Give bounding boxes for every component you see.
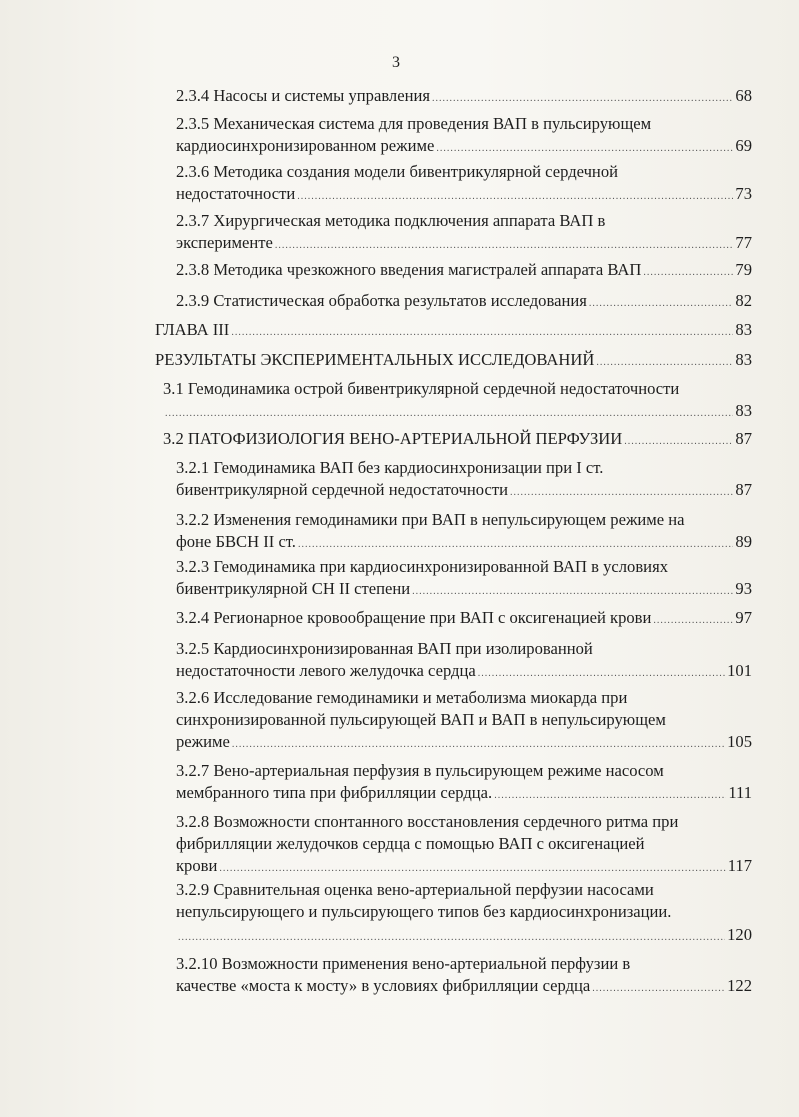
toc-entry-line xyxy=(163,428,752,450)
toc-page-number: 87 xyxy=(735,480,752,499)
toc-entry-text: 3.2.9 Сравнительная оценка вено-артериальной перфузии насосами xyxy=(176,880,654,899)
toc-entry-text: 3.2.8 Возможности спонтанного восстановления сердечного ритма при xyxy=(176,812,679,831)
dot-leader xyxy=(643,262,733,284)
toc-entry-text: фибрилляции желудочков сердца с помощью ВАП с оксигенацией xyxy=(176,834,645,853)
toc-entry-text: 2.3.7 Хирургическая методика подключения аппарата ВАП в xyxy=(176,211,606,230)
toc-entry-line xyxy=(176,760,664,782)
toc-page-number: 73 xyxy=(735,184,752,203)
dot-leader xyxy=(510,482,733,504)
toc-page-number: 79 xyxy=(735,260,752,279)
toc-entry-line xyxy=(155,319,752,341)
toc-entry-line xyxy=(176,731,752,753)
toc-entry-line xyxy=(176,457,603,479)
dot-leader xyxy=(219,858,725,880)
toc-page-number: 89 xyxy=(735,532,752,551)
toc-page-number: 117 xyxy=(727,856,752,875)
dot-leader xyxy=(494,785,726,807)
dot-leader xyxy=(589,293,734,315)
toc-entry-text: непульсирующего и пульсирующего типов без кардиосинхронизации. xyxy=(176,902,672,921)
toc-entry-text: кардиосинхронизированном режиме xyxy=(176,136,435,155)
toc-entry-text: 3.2.7 Вено-артериальная перфузия в пульсирующем режиме насосом xyxy=(176,761,664,780)
toc-entry-text: 3.2.10 Возможности применения вено-артериальной перфузии в xyxy=(176,954,631,973)
toc-page-number: 122 xyxy=(727,976,752,995)
dot-leader xyxy=(478,663,725,685)
toc-entry-text: 2.3.9 Статистическая обработка результатов исследования xyxy=(176,291,587,310)
toc-page-number: 83 xyxy=(735,401,752,420)
toc-entry-line xyxy=(176,811,678,833)
toc-entry-line xyxy=(176,290,752,312)
toc-entry-line xyxy=(176,953,630,975)
toc-entry-line xyxy=(176,85,752,107)
toc-entry-line xyxy=(176,833,645,855)
toc-entry-line xyxy=(176,183,752,205)
toc-entry-text: 2.3.4 Насосы и системы управления xyxy=(176,86,430,105)
toc-entry-text: недостаточности левого желудочка сердца xyxy=(176,661,476,680)
toc-page-number: 68 xyxy=(735,86,752,105)
toc-entry-line xyxy=(176,782,752,804)
dot-leader xyxy=(232,734,725,756)
toc-entry-line xyxy=(163,400,752,422)
toc-entry-line xyxy=(176,113,651,135)
toc-entry-text: недостаточности xyxy=(176,184,296,203)
toc-page-number: 101 xyxy=(727,661,752,680)
dot-leader xyxy=(596,352,733,374)
toc-page-number: 87 xyxy=(735,429,752,448)
toc-entry-line xyxy=(176,161,618,183)
toc-entry-text: синхронизированной пульсирующей ВАП и ВАП в непульсирующем xyxy=(176,710,666,729)
toc-entry-line xyxy=(176,509,685,531)
dot-leader xyxy=(412,581,733,603)
toc-page-number: 97 xyxy=(735,608,752,627)
toc-entry-text: 3.2.5 Кардиосинхронизированная ВАП при изолированной xyxy=(176,639,593,658)
toc-entry-line xyxy=(176,687,627,709)
toc-entry-line xyxy=(176,879,654,901)
toc-entry-line xyxy=(176,135,752,157)
toc-page-number: 77 xyxy=(735,233,752,252)
toc-entry-line xyxy=(155,349,752,371)
toc-entry-text: 2.3.6 Методика создания модели бивентрикулярной сердечной xyxy=(176,162,618,181)
toc-entry-line xyxy=(163,378,679,400)
toc-entry-line xyxy=(176,531,752,553)
toc-page-number: 93 xyxy=(735,579,752,598)
dot-leader xyxy=(624,431,733,453)
toc-entry-text: режиме xyxy=(176,732,230,751)
toc-entry-text: эксперименте xyxy=(176,233,273,252)
dot-leader xyxy=(275,235,733,257)
toc-entry-line xyxy=(176,479,752,501)
toc-entry-line xyxy=(176,607,752,629)
toc-entry-line xyxy=(176,975,752,997)
toc-entry-text: 3.1 Гемодинамика острой бивентрикулярной сердечной недостаточности xyxy=(163,379,680,398)
dot-leader xyxy=(165,403,733,425)
toc-entry-text: ГЛАВА III xyxy=(155,320,230,339)
toc-entry-text: 3.2.4 Регионарное кровообращение при ВАП с оксигенацией крови xyxy=(176,608,652,627)
toc-page-number: 82 xyxy=(735,291,752,310)
toc-entry-text: 3.2 ПАТОФИЗИОЛОГИЯ ВЕНО-АРТЕРИАЛЬНОЙ ПЕРФУЗИИ xyxy=(163,429,623,448)
toc-page-number: 120 xyxy=(727,925,752,944)
dot-leader xyxy=(592,978,725,1000)
toc-entry-line xyxy=(176,709,666,731)
dot-leader xyxy=(231,322,733,344)
toc-entry-line xyxy=(176,924,752,946)
page-number: 3 xyxy=(392,54,400,71)
toc-entry-text: качестве «моста к мосту» в условиях фибрилляции сердца xyxy=(176,976,591,995)
toc-entry-text: 3.2.3 Гемодинамика при кардиосинхронизированной ВАП в условиях xyxy=(176,557,668,576)
toc-entry-text: 2.3.8 Методика чрезкожного введения магистралей аппарата ВАП xyxy=(176,260,642,279)
toc-entry-line xyxy=(176,578,752,600)
toc-entry-text: 2.3.5 Механическая система для проведения ВАП в пульсирующем xyxy=(176,114,652,133)
toc-entry-line xyxy=(176,638,593,660)
dot-leader xyxy=(653,610,733,632)
toc-page-number: 83 xyxy=(735,350,752,369)
toc-entry-text: мембранного типа при фибрилляции сердца. xyxy=(176,783,493,802)
toc-entry-text: РЕЗУЛЬТАТЫ ЭКСПЕРИМЕНТАЛЬНЫХ ИССЛЕДОВАНИЙ xyxy=(155,350,595,369)
toc-entry-line xyxy=(176,556,668,578)
toc-entry-line xyxy=(176,232,752,254)
toc-entry-text: фоне БВСН II ст. xyxy=(176,532,296,551)
dot-leader xyxy=(436,138,733,160)
toc-entry-line xyxy=(176,660,752,682)
toc-entry-text: крови xyxy=(176,856,218,875)
toc-entry-text: 3.2.2 Изменения гемодинамики при ВАП в непульсирующем режиме на xyxy=(176,510,685,529)
toc-entry-line xyxy=(176,259,752,281)
toc-entry-text: 3.2.1 Гемодинамика ВАП без кардиосинхронизации при I ст. xyxy=(176,458,604,477)
toc-entry-text: 3.2.6 Исследование гемодинамики и метаболизма миокарда при xyxy=(176,688,628,707)
dot-leader xyxy=(432,88,733,110)
toc-entry-line xyxy=(176,210,605,232)
toc-entry-text: бивентрикулярной сердечной недостаточности xyxy=(176,480,508,499)
toc-page-number: 83 xyxy=(735,320,752,339)
dot-leader xyxy=(178,927,725,949)
dot-leader xyxy=(297,186,733,208)
toc-page-number: 69 xyxy=(735,136,752,155)
toc-entry-line xyxy=(176,855,752,877)
toc-page-number: 105 xyxy=(727,732,752,751)
toc-entry-line xyxy=(176,901,671,923)
dot-leader xyxy=(298,534,733,556)
toc-page-number: 111 xyxy=(728,783,752,802)
toc-entry-text: бивентрикулярной СН II степени xyxy=(176,579,411,598)
